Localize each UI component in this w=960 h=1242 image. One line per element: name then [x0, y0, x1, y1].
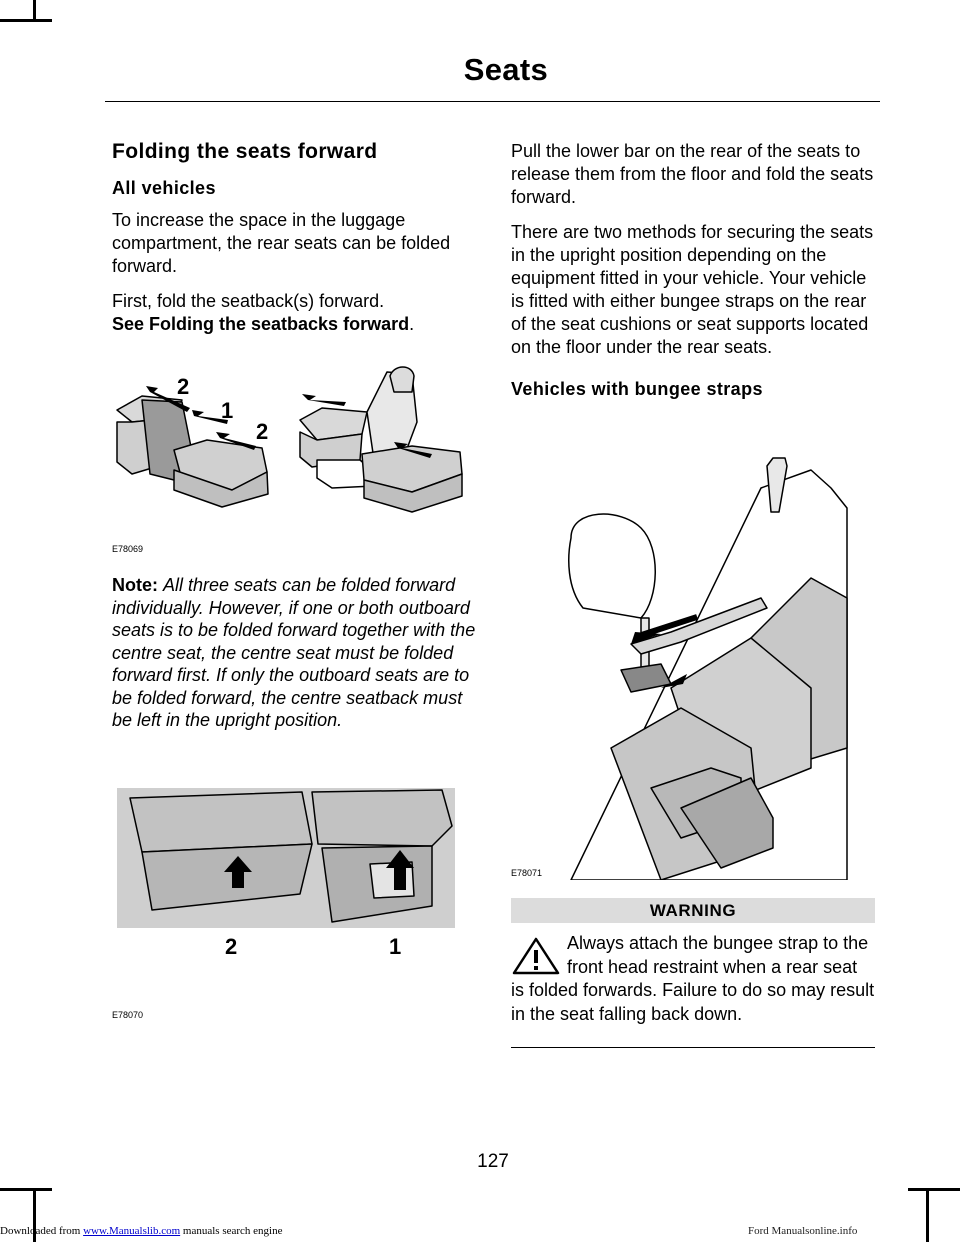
figure-code: E78069 — [112, 544, 144, 554]
paragraph: There are two methods for securing the seats in the upright position depending on the equipment fitted in your vehicle. Your vehicle is fitted with either bungee straps on the rear of the seat cushions or seat supports located on the floor under the rear seats. — [511, 222, 874, 357]
subsection-title: All vehicles — [112, 178, 216, 198]
crop-mark — [33, 0, 36, 20]
paragraph: Pull the lower bar on the rear of the seats to release them from the floor and fold the seats forward. — [511, 141, 874, 207]
header-divider — [105, 101, 880, 102]
callout-1: 1 — [221, 398, 234, 423]
paragraph-text: First, fold the seatback(s) forward. — [112, 291, 385, 311]
figure-code: E78071 — [511, 868, 543, 878]
warning-body — [511, 932, 875, 1026]
paragraph: To increase the space in the luggage compartment, the rear seats can be folded forward. — [112, 210, 451, 276]
page-title: Seats — [463, 52, 548, 87]
figure-seat-folding — [112, 362, 477, 552]
footer-prefix: Downloaded from — [0, 1225, 81, 1237]
seat-folding-illustration — [112, 362, 477, 552]
note-text: All three seats can be folded forward individually. However, if one or both outboard seats is to be folded forward together with the centre seat, the centre seat must be folded forward first. If only the outboard seats are to be folded forward, the centre seatback must be left in the upright position. — [112, 575, 476, 730]
note — [112, 574, 477, 732]
bungee-strap-illustration — [511, 448, 851, 880]
note-block — [112, 574, 477, 744]
crop-mark — [908, 1188, 960, 1191]
crop-mark — [0, 1188, 52, 1191]
footer-watermark: Ford Manualsonline.info — [748, 1225, 858, 1237]
figure-lower-bar — [112, 786, 477, 1026]
right-column — [511, 140, 875, 410]
callout-1: 1 — [389, 934, 402, 959]
left-column — [112, 140, 477, 348]
crop-mark — [926, 1190, 929, 1242]
callout-2: 2 — [225, 934, 238, 959]
paragraph — [112, 290, 477, 336]
crop-mark — [0, 19, 52, 22]
footer — [0, 1225, 858, 1237]
cross-reference-link[interactable]: See Folding the seatbacks forward — [112, 314, 410, 334]
note-label: Note: — [112, 575, 158, 595]
callout-2: 2 — [177, 374, 190, 399]
callout-2: 2 — [256, 419, 269, 444]
subsection-title: Vehicles with bungee straps — [511, 379, 763, 399]
footer-suffix: manuals search engine — [182, 1225, 283, 1237]
warning-divider — [511, 1047, 875, 1048]
footer-link[interactable]: www.Manualslib.com — [83, 1225, 181, 1237]
punctuation: . — [409, 314, 415, 334]
lower-bar-illustration — [112, 786, 477, 976]
warning-text: Always attach the bungee strap to the front head restraint when a rear seat is folded forwards. Failure to do so may result in the seat falling back down. — [511, 933, 875, 1024]
figure-bungee-straps — [511, 448, 875, 880]
section-title: Folding the seats forward — [112, 140, 378, 163]
page-number: 127 — [477, 1151, 509, 1172]
warning-triangle-icon — [511, 936, 561, 976]
warning-title: WARNING — [511, 898, 875, 923]
figure-code: E78070 — [112, 1010, 144, 1020]
